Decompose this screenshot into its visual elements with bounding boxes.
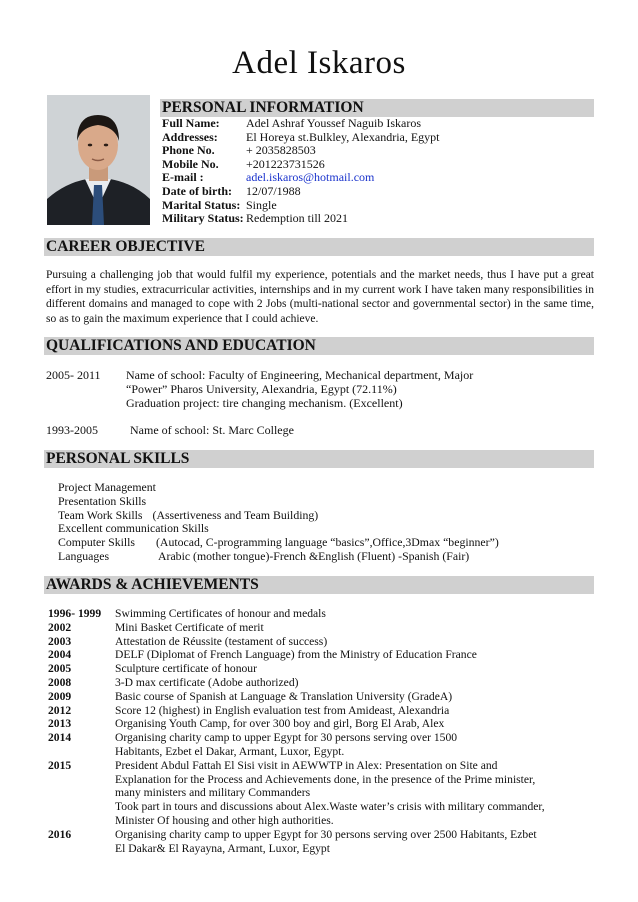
skills-list — [58, 481, 499, 564]
award-year: 2002 — [48, 620, 72, 634]
info-value: Single — [246, 197, 277, 212]
award-year: 2013 — [48, 717, 72, 731]
award-text: Organising Youth Camp, for over 300 boy and girl, Borg El Arab, Alex — [115, 717, 445, 731]
info-label: Addresses: — [162, 129, 218, 144]
award-row — [48, 648, 608, 662]
info-label: Phone No. — [162, 143, 215, 158]
info-value: 12/07/1988 — [246, 183, 301, 198]
info-row-address — [162, 131, 440, 145]
info-label: E-mail : — [162, 170, 204, 185]
info-label: Date of birth: — [162, 183, 232, 198]
skill-name: Languages — [58, 548, 110, 563]
award-text: Organising charity camp to upper Egypt for 30 persons serving over 2500 Habitants, Ezbet — [115, 827, 537, 841]
skill-detail: (Assertiveness and Team Building) — [152, 507, 319, 522]
personal-skills-heading: PERSONAL SKILLS — [44, 450, 594, 468]
award-text: Explanation for the Process and Achievements done, in the presence of the Prime minister, — [115, 772, 536, 786]
info-label: Military Status: — [162, 211, 244, 226]
info-row-full-name — [162, 117, 440, 131]
skill-detail: (Autocad, C-programming language “basics”,Office,3Dmax “beginner”) — [156, 535, 499, 550]
award-row — [48, 690, 608, 704]
skill-detail: Arabic (mother tongue)-French &English (Fluent) -Spanish (Fair) — [158, 548, 470, 563]
info-value: Redemption till 2021 — [246, 211, 348, 226]
skill-name: Team Work Skills — [58, 507, 143, 522]
info-row-marital-status — [162, 199, 440, 213]
award-row — [48, 731, 608, 759]
education-years: 2005- 2011 — [46, 368, 101, 382]
award-row — [48, 717, 608, 731]
award-text: 3-D max certificate (Adobe authorized) — [115, 675, 299, 689]
award-text: Organising charity camp to upper Egypt for 30 persons serving over 1500 — [115, 731, 458, 745]
award-year: 2005 — [48, 662, 72, 676]
skill-name: Computer Skills — [58, 535, 136, 550]
info-label: Marital Status: — [162, 197, 241, 212]
award-text: Minister Of housing and other high authorities. — [115, 813, 334, 827]
award-text: El Dakar& El Rayayna, Armant, Luxor, Egypt — [115, 841, 330, 855]
award-year: 2004 — [48, 648, 72, 662]
info-row-military-status — [162, 212, 440, 226]
award-text: Attestation de Réussite (testament of success) — [115, 634, 328, 648]
info-row-birth-date — [162, 185, 440, 199]
skill-item — [58, 522, 499, 536]
skill-item — [58, 550, 499, 564]
skill-item — [58, 509, 499, 523]
info-row-email — [162, 171, 440, 185]
awards-heading: AWARDS & ACHIEVEMENTS — [44, 576, 594, 594]
award-row — [48, 607, 608, 621]
award-row — [48, 662, 608, 676]
education-line: Name of school: Faculty of Engineering, Mechanical department, Major — [126, 368, 474, 382]
award-text: DELF (Diplomat of French Language) from the Ministry of Education France — [115, 648, 477, 662]
email-link[interactable]: adel.iskaros@hotmail.com — [246, 170, 375, 185]
info-value: Adel Ashraf Youssef Naguib Iskaros — [246, 116, 421, 130]
personal-info-list — [162, 117, 440, 226]
info-value: El Horeya st.Bulkley, Alexandria, Egypt — [246, 129, 440, 144]
award-row — [48, 704, 608, 718]
skill-item — [58, 495, 499, 509]
award-row — [48, 676, 608, 690]
award-year: 2003 — [48, 634, 72, 648]
award-text: Score 12 (highest) in English evaluation test from Amideast, Alexandria — [115, 703, 450, 717]
skill-name: Project Management — [58, 480, 156, 494]
info-row-mobile — [162, 158, 440, 172]
award-year: 2012 — [48, 703, 72, 717]
info-row-phone — [162, 144, 440, 158]
award-text: Took part in tours and discussions about Alex.Waste water’s crisis with military commander, — [115, 800, 545, 814]
award-text: Habitants, Ezbet el Dakar, Armant, Luxor, Egypt. — [115, 744, 345, 758]
award-year: 2016 — [48, 827, 72, 841]
info-value: + 2035828503 — [246, 143, 316, 158]
personal-information-heading: PERSONAL INFORMATION — [160, 99, 594, 117]
info-label: Full Name: — [162, 116, 220, 130]
skill-name: Presentation Skills — [58, 493, 147, 508]
award-text: Mini Basket Certificate of merit — [115, 620, 264, 634]
award-text: many ministers and military Commanders — [115, 786, 311, 800]
education-heading: QUALIFICATIONS AND EDUCATION — [44, 337, 594, 355]
profile-photo — [47, 95, 150, 225]
award-row — [48, 621, 608, 635]
skill-item — [58, 536, 499, 550]
award-year: 2014 — [48, 731, 72, 745]
awards-list — [48, 607, 608, 855]
award-year: 2009 — [48, 689, 72, 703]
education-line: “Power” Pharos University, Alexandria, Egypt (72.11%) — [126, 382, 397, 396]
info-label: Mobile No. — [162, 156, 219, 171]
career-objective-text: Pursuing a challenging job that would fulfil my experience, potentials and the market needs, thus I have put a great effort in my studies, extracurricular activities, internships and in my current work I have taken many responsibilities in different domains and managed to cope with 2 Jobs (multi-national sector and governmental sector) in the same time, so as to gain the maximum experience that I could achieve. — [46, 269, 594, 325]
education-line: Name of school: St. Marc College — [130, 423, 294, 437]
info-value: +201223731526 — [246, 156, 325, 171]
award-text: President Abdul Fattah El Sisi visit in AEWWTP in Alex: Presentation on Site and — [115, 758, 498, 772]
education-years: 1993-2005 — [46, 423, 98, 437]
award-text: Sculpture certificate of honour — [115, 662, 257, 676]
education-line: Graduation project: tire changing mechanism. (Excellent) — [126, 396, 403, 410]
award-year: 1996- 1999 — [48, 607, 102, 620]
award-text: Swimming Certificates of honour and medals — [115, 607, 326, 620]
award-row — [48, 759, 608, 828]
award-row — [48, 828, 608, 856]
award-year: 2015 — [48, 758, 72, 772]
skill-item — [58, 481, 499, 495]
candidate-name: Adel Iskaros — [232, 45, 406, 81]
skill-name: Excellent communication Skills — [58, 521, 209, 536]
award-text: Basic course of Spanish at Language & Translation University (GradeA) — [115, 689, 453, 703]
career-objective-heading: CAREER OBJECTIVE — [44, 238, 594, 256]
award-row — [48, 635, 608, 649]
award-year: 2008 — [48, 675, 72, 689]
